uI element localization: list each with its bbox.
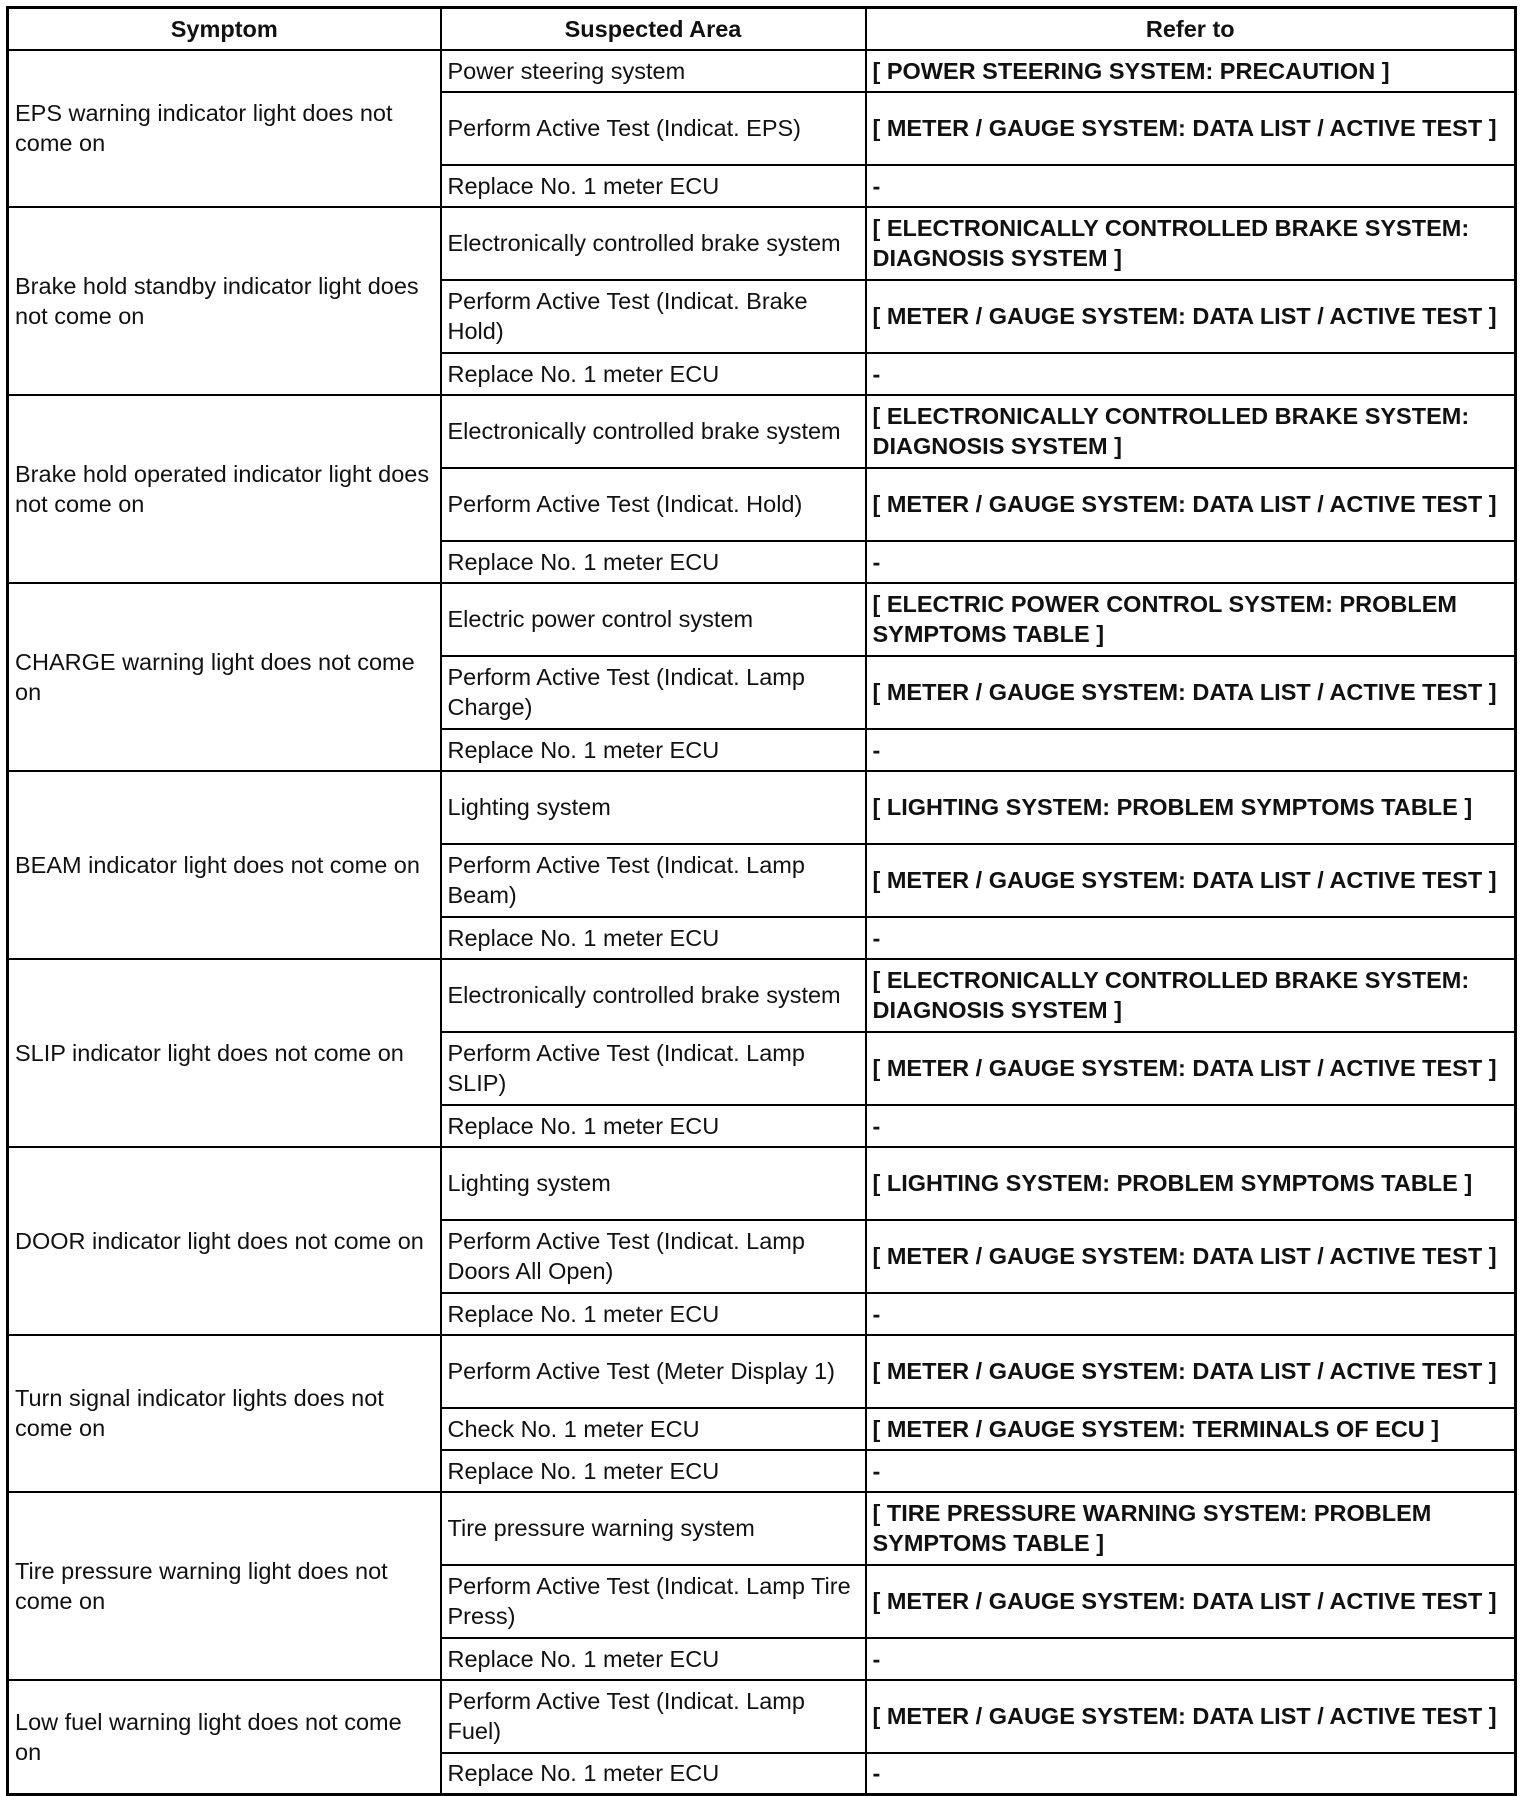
suspected-area-cell: Replace No. 1 meter ECU bbox=[441, 917, 866, 959]
symptom-cell: Tire pressure warning light does not come on bbox=[8, 1492, 441, 1680]
table-row bbox=[8, 395, 1516, 468]
refer-to-cell: [ ELECTRONICALLY CONTROLLED BRAKE SYSTEM: DIAGNOSIS SYSTEM ] bbox=[866, 207, 1516, 280]
symptom-cell: BEAM indicator light does not come on bbox=[8, 771, 441, 959]
refer-to-cell: - bbox=[866, 353, 1516, 395]
symptom-cell: DOOR indicator light does not come on bbox=[8, 1147, 441, 1335]
refer-to-cell: [ METER / GAUGE SYSTEM: DATA LIST / ACTIVE TEST ] bbox=[866, 468, 1516, 541]
suspected-area-cell: Replace No. 1 meter ECU bbox=[441, 1638, 866, 1680]
refer-to-cell: [ ELECTRIC POWER CONTROL SYSTEM: PROBLEM SYMPTOMS TABLE ] bbox=[866, 583, 1516, 656]
refer-to-cell: - bbox=[866, 917, 1516, 959]
refer-to-cell: [ TIRE PRESSURE WARNING SYSTEM: PROBLEM SYMPTOMS TABLE ] bbox=[866, 1492, 1516, 1565]
suspected-area-cell: Tire pressure warning system bbox=[441, 1492, 866, 1565]
suspected-area-cell: Check No. 1 meter ECU bbox=[441, 1408, 866, 1450]
suspected-area-cell: Perform Active Test (Indicat. Brake Hold) bbox=[441, 280, 866, 353]
table-header bbox=[8, 8, 1516, 50]
header-suspected-area: Suspected Area bbox=[441, 8, 866, 50]
table-row bbox=[8, 1680, 1516, 1753]
suspected-area-cell: Perform Active Test (Indicat. EPS) bbox=[441, 92, 866, 165]
refer-to-cell: - bbox=[866, 1450, 1516, 1492]
header-symptom: Symptom bbox=[8, 8, 441, 50]
refer-to-cell: - bbox=[866, 1105, 1516, 1147]
table-body bbox=[8, 50, 1516, 1795]
suspected-area-cell: Replace No. 1 meter ECU bbox=[441, 1105, 866, 1147]
suspected-area-cell: Perform Active Test (Indicat. Lamp Fuel) bbox=[441, 1680, 866, 1753]
suspected-area-cell: Power steering system bbox=[441, 50, 866, 92]
refer-to-cell: - bbox=[866, 1293, 1516, 1335]
refer-to-cell: [ METER / GAUGE SYSTEM: DATA LIST / ACTIVE TEST ] bbox=[866, 92, 1516, 165]
suspected-area-cell: Lighting system bbox=[441, 771, 866, 844]
header-refer-to: Refer to bbox=[866, 8, 1516, 50]
symptom-cell: EPS warning indicator light does not come on bbox=[8, 50, 441, 207]
suspected-area-cell: Replace No. 1 meter ECU bbox=[441, 541, 866, 583]
symptom-cell: Turn signal indicator lights does not come on bbox=[8, 1335, 441, 1492]
refer-to-cell: [ LIGHTING SYSTEM: PROBLEM SYMPTOMS TABLE ] bbox=[866, 771, 1516, 844]
suspected-area-cell: Perform Active Test (Indicat. Lamp Tire Press) bbox=[441, 1565, 866, 1638]
refer-to-cell: [ METER / GAUGE SYSTEM: DATA LIST / ACTIVE TEST ] bbox=[866, 1680, 1516, 1753]
suspected-area-cell: Replace No. 1 meter ECU bbox=[441, 1293, 866, 1335]
refer-to-cell: [ METER / GAUGE SYSTEM: DATA LIST / ACTIVE TEST ] bbox=[866, 1032, 1516, 1105]
refer-to-cell: [ METER / GAUGE SYSTEM: DATA LIST / ACTIVE TEST ] bbox=[866, 1335, 1516, 1408]
suspected-area-cell: Replace No. 1 meter ECU bbox=[441, 1450, 866, 1492]
refer-to-cell: - bbox=[866, 541, 1516, 583]
table-row bbox=[8, 771, 1516, 844]
refer-to-cell: - bbox=[866, 1638, 1516, 1680]
refer-to-cell: [ METER / GAUGE SYSTEM: TERMINALS OF ECU ] bbox=[866, 1408, 1516, 1450]
table-row bbox=[8, 583, 1516, 656]
suspected-area-cell: Replace No. 1 meter ECU bbox=[441, 353, 866, 395]
refer-to-cell: [ METER / GAUGE SYSTEM: DATA LIST / ACTIVE TEST ] bbox=[866, 1220, 1516, 1293]
suspected-area-cell: Perform Active Test (Indicat. Hold) bbox=[441, 468, 866, 541]
refer-to-cell: - bbox=[866, 1753, 1516, 1795]
table-row bbox=[8, 207, 1516, 280]
refer-to-cell: [ POWER STEERING SYSTEM: PRECAUTION ] bbox=[866, 50, 1516, 92]
table-row bbox=[8, 50, 1516, 92]
symptom-cell: Low fuel warning light does not come on bbox=[8, 1680, 441, 1795]
suspected-area-cell: Perform Active Test (Indicat. Lamp SLIP) bbox=[441, 1032, 866, 1105]
refer-to-cell: [ METER / GAUGE SYSTEM: DATA LIST / ACTIVE TEST ] bbox=[866, 656, 1516, 729]
suspected-area-cell: Electronically controlled brake system bbox=[441, 207, 866, 280]
refer-to-cell: [ METER / GAUGE SYSTEM: DATA LIST / ACTIVE TEST ] bbox=[866, 1565, 1516, 1638]
refer-to-cell: [ ELECTRONICALLY CONTROLLED BRAKE SYSTEM: DIAGNOSIS SYSTEM ] bbox=[866, 395, 1516, 468]
suspected-area-cell: Perform Active Test (Indicat. Lamp Charge) bbox=[441, 656, 866, 729]
refer-to-cell: [ ELECTRONICALLY CONTROLLED BRAKE SYSTEM: DIAGNOSIS SYSTEM ] bbox=[866, 959, 1516, 1032]
suspected-area-cell: Perform Active Test (Indicat. Lamp Beam) bbox=[441, 844, 866, 917]
refer-to-cell: [ LIGHTING SYSTEM: PROBLEM SYMPTOMS TABLE ] bbox=[866, 1147, 1516, 1220]
suspected-area-cell: Perform Active Test (Indicat. Lamp Doors All Open) bbox=[441, 1220, 866, 1293]
suspected-area-cell: Replace No. 1 meter ECU bbox=[441, 165, 866, 207]
refer-to-cell: - bbox=[866, 729, 1516, 771]
suspected-area-cell: Lighting system bbox=[441, 1147, 866, 1220]
suspected-area-cell: Electric power control system bbox=[441, 583, 866, 656]
header-row bbox=[8, 8, 1516, 50]
table-row bbox=[8, 1147, 1516, 1220]
suspected-area-cell: Electronically controlled brake system bbox=[441, 395, 866, 468]
refer-to-cell: [ METER / GAUGE SYSTEM: DATA LIST / ACTIVE TEST ] bbox=[866, 280, 1516, 353]
symptom-cell: CHARGE warning light does not come on bbox=[8, 583, 441, 771]
suspected-area-cell: Perform Active Test (Meter Display 1) bbox=[441, 1335, 866, 1408]
table-row bbox=[8, 959, 1516, 1032]
table-row bbox=[8, 1492, 1516, 1565]
table-row bbox=[8, 1335, 1516, 1408]
symptom-cell: Brake hold operated indicator light does not come on bbox=[8, 395, 441, 583]
suspected-area-cell: Electronically controlled brake system bbox=[441, 959, 866, 1032]
symptom-cell: Brake hold standby indicator light does not come on bbox=[8, 207, 441, 395]
document-sheet bbox=[6, 6, 1514, 1796]
suspected-area-cell: Replace No. 1 meter ECU bbox=[441, 1753, 866, 1795]
symptom-cell: SLIP indicator light does not come on bbox=[8, 959, 441, 1147]
refer-to-cell: [ METER / GAUGE SYSTEM: DATA LIST / ACTIVE TEST ] bbox=[866, 844, 1516, 917]
refer-to-cell: - bbox=[866, 165, 1516, 207]
suspected-area-cell: Replace No. 1 meter ECU bbox=[441, 729, 866, 771]
symptom-table bbox=[6, 6, 1517, 1796]
